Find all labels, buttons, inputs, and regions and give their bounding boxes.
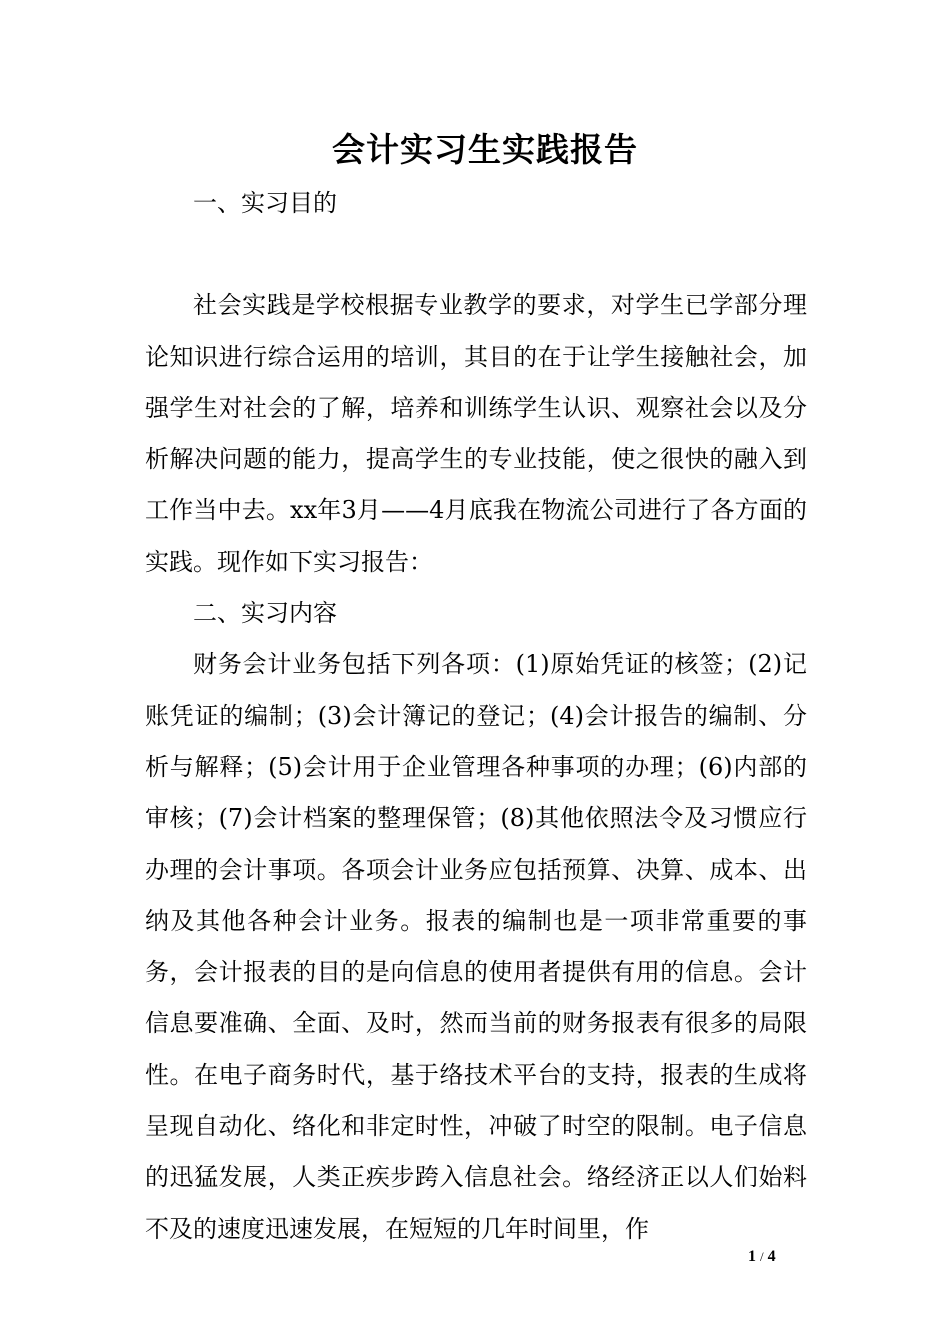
section-heading-content: 二、实习内容 (193, 599, 337, 628)
document-title: 会计实习生实践报告 (332, 130, 638, 169)
page-separator: / (760, 1249, 764, 1264)
total-page-count: 4 (767, 1248, 776, 1265)
paragraph-purpose: 社会实践是学校根据专业教学的要求，对学生已学部分理论知识进行综合运用的培训，其目的在于让学生接触社会，加强学生对社会的了解，培养和训练学生认识、观察社会以及分析解决问题的能力，提高学生的专业技能，使之很快的融入到工作当中去。xx年3月——4月底我在物流公司进行了各方面的实践。现作如下实习报告： (145, 291, 807, 576)
section-heading-purpose: 一、实习目的 (193, 189, 337, 217)
paragraph-content: 财务会计业务包括下列各项：(1)原始凭证的核签；(2)记账凭证的编制；(3)会计簿记的登记；(4)会计报告的编制、分析与解释；(5)会计用于企业管理各种事项的办理；(6)内部的审核；(7)会计档案的整理保管；(8)其他依照法令及习惯应行办理的会计事项。各项会计业务应包括预算、决算、成本、出纳及其他各种会计业务。报表的编制也是一项非常重要的事务，会计报表的目的是向信息的使用者提供有用的信息。会计信息要准确、全面、及时，然而当前的财务报表有很多的局限性。在电子商务时代，基于络技术平台的支持，报表的生成将呈现自动化、络化和非定时性，冲破了时空的限制。电子信息的迅猛发展，人类正疾步跨入信息社会。络经济正以人们始料不及的速度迅速发展，在短短的几年时间里，作 (145, 650, 807, 1243)
page-number (748, 1247, 776, 1267)
paragraph-spacer (145, 229, 807, 280)
current-page-number: 1 (748, 1248, 756, 1265)
document-body (145, 178, 807, 1255)
